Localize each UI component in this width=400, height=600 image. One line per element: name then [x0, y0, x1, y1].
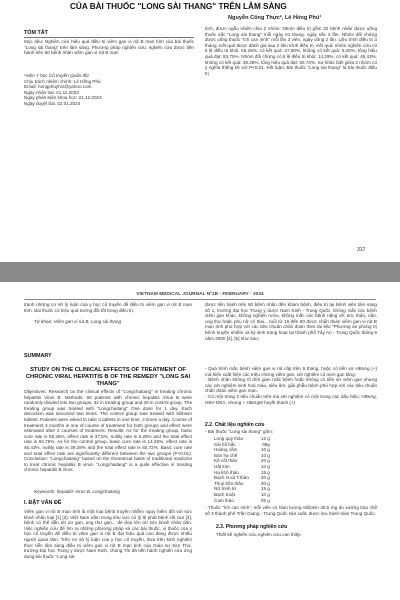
divider [24, 37, 194, 38]
section-2-2-heading: 2.2. Chất liệu nghiên cứu [205, 422, 265, 428]
ingredient-name: Bạch H.xà T.thảo [214, 475, 249, 481]
page-2 [0, 282, 400, 600]
ingredient-qty: 10 g [260, 452, 270, 458]
ingredient-qty: 20 g [260, 458, 270, 464]
ingredient-qty: 15 g [260, 469, 270, 475]
ingredient-name: Kê cốt thảo [214, 458, 238, 464]
ingredient-name: Bán hạ chế [214, 452, 238, 458]
affiliation [24, 73, 194, 107]
section-1-heading: I. ĐẶT VẤN ĐỀ [24, 500, 62, 506]
affil-line: Ngày nhận bài: 21.11.2023 [24, 89, 79, 95]
journal-header: VIETNAM MEDICAL JOURNAL Nº1B - FEBRUARY - 2024 [136, 292, 264, 297]
inclusion-criteria: - Quá trình mắc bệnh viêm gan vi rút cấp trên 6 tháng, hoặc có tiền sử HBsAg (+) mà hiện xuất hiện các triệu chứng viêm gan, xét nghiệm có men gan tăng. - Bệnh nhân không rõ thời gian mắc bệnh hoặc không có tiền sử viêm gan nhưng các xét nghiệm sinh hoá máu, siêu âm, giải phẫu bệnh phù hợp với các tiêu chuẩn chẩn đoán viêm gan mạn. - Có một trong 2 tiêu chuẩn trên mà xét nghiệm có một trong các dấu hiệu: HBsAg, HBV-DNA, nhưng + HBcIgM huyết thanh (+) [205, 366, 377, 405]
remedy-intro: - Bài thuốc "Long sài thang" gồm: [205, 429, 274, 434]
affil-institute: ¹Viện Y học Cổ truyền Quân đội [24, 73, 89, 78]
ingredient-qty: 15 g [260, 486, 270, 492]
english-abstract: Objectives: Research on the clinical effects of "Longchaitang" in treating chronic hepatitis Virus B. Methods: 60 patients with chronic hepatitis Virus B were randomly divided into two groups, 32 in treating group and 28 in control group. The treating group was treated with "Longchaitang" One dose for 1 day. Each decoction was decocted two times. The control group was treated with Silibinin tablets. Patients were asked to take 3 tablets in one time, 2 times a day. Course of treatment 3 months is one of course of treatment for both groups and effect were estimated after 2 courses of treatment. Results: As for the treating group, basic cure rate is 56.25%, effect rate is 37.5%, nullity rate is 6.25% and the total effect rate is 93.75%. As for the control group, basic cure rate is 14.29%, effect rate is 46.43%, nullity rate is 39.28% and the total effect rate is 60.72%. Basic cure rate and total effect rate are significantly different between the two groups (P<0.01). Conclusion: "Longchaitang" based on the theoretical basis of traditional medicine to treat chronic hepatitis B virus. "Longchaitang" is a quite effective in treating chronic hepatitis B virus. [24, 389, 192, 473]
summary-vn-text: Mục tiêu: Nghiên cứu hiệu quả điều trị viêm gan vi rút B mạn tính của bài thuốc "Long sài thang" trên lâm sàng. Phương pháp nghiên cứu: nghiên cứu được tiến hành trên 60 bệnh nhân viêm gan vi rút B mạn [24, 39, 194, 56]
summary-heading-vn: TÓM TẮT [24, 30, 48, 36]
affil-line: Email: hongphuyhct@yahoo.com [24, 84, 92, 90]
page-number: 317 [357, 247, 366, 253]
affil-line: Ngày duyệt bài: 22.01.2024 [24, 100, 81, 106]
ingredient-qty: 10 g [260, 463, 270, 469]
page-gap [0, 262, 400, 282]
cut-line: Thiết kế nghiên cứu nghiên cứu can thiệp [216, 532, 301, 537]
ingredient-row [214, 475, 274, 481]
left-top-text: tránh những cơ sở lý luận của y học cổ truyền để điều trị viêm gan vi rút B mạn tính. Bài thuốc có hiệu quả tương đối tốt trong điều trị. [24, 302, 192, 313]
ingredient-name: Sài hồ bắc [214, 441, 236, 447]
ingredient-name: Hạ khô thảo [214, 469, 239, 475]
section-2-3-heading: 2.3. Phương pháp nghiên cứu [216, 524, 288, 530]
ingredient-name: Uất kim [214, 463, 230, 469]
ingredient-name: Thuỷ bồn thảo [214, 480, 244, 486]
ingredients-table [214, 436, 274, 503]
keywords-vn: Từ khoá: Viêm gan vi rút B, Long sài thang [34, 319, 122, 324]
ingredient-name: Long quỳ thảo [214, 436, 244, 441]
keywords-en: Keywords: hepatitis Virus B, Longchaitang [34, 489, 120, 494]
summary-heading: SUMMARY [24, 353, 52, 359]
page-1 [0, 0, 400, 262]
article-title: CỦA BÀI THUỐC "LONG SÀI THANG" TRÊN LÂM SÀNG [70, 2, 287, 11]
ingredient-qty: 08g [262, 441, 270, 447]
ingredient-name: Cam thảo [214, 497, 234, 503]
ingredient-qty: 30 g [260, 475, 270, 481]
ingredient-name: Hoàng cầm [214, 447, 238, 453]
ingredient-name: Bạch truật [214, 491, 235, 497]
ingredient-row [214, 498, 274, 504]
icanninh-text: - Thuốc "Ích can ninh", mỗi viên có hàm lượng Silibinin 38,5 mg do xưởng bào chế số 3 thành phố Trấn Giang - Trung Quốc sản xuất, được lưu hành toàn Trung Quốc. [205, 505, 377, 516]
english-title: STUDY ON THE CLINICAL EFFECTS OF TREATMENT OF CHRONIC VIRAL HEPATITIS B OF THE REMEDY "LONG SAI THANG" [25, 367, 191, 388]
ingredient-qty: 10 g [260, 447, 270, 453]
ingredient-qty: 10 g [260, 491, 270, 497]
ingredient-qty: 05 g [260, 497, 270, 503]
ingredient-qty: 12 g [260, 436, 270, 441]
affil-line: Ngày phản biện khoa học: 21.12.2023 [24, 95, 102, 101]
ingredient-qty: 30 g [260, 480, 270, 486]
right-top-text: được tiến hành trên 60 bệnh nhân đến khám bệnh, điều trị tại bệnh viện tâm sáng số 1, trường đại học Trung y dược Nam Kinh - Trung Quốc, không mắc các bệnh viêm gan khác, không nghiện rượu, không mắc các bệnh nặng về: tim, thận, não, ung thư hoặc phụ nữ có thai... tuổi từ 16 đến 60 được chẩn đoán viêm gan vi rút B mạn tính phù hợp với các tiêu chuẩn chẩn đoán theo tài liệu "Phương án phòng trị bệnh truyền nhiễm và ký sinh trùng hoạt tại thành phố Tây An - Trung Quốc tháng 9 năm 2000 [4], [5] như sau: [205, 302, 377, 341]
section-1-text: Viêm gan vi rút B mạn tính là một loại bệnh truyền nhiễm nguy hiểm đối với sức khoẻ nhân loại [1] [2]. Việt Nam nằm trong khu vực có tỷ lệ phát bệnh rất cao [3], bệnh có thể dẫn tới xơ gan, ung thư gan... đe doạ lớn tới sức khoẻ nhân dân. Việc nghiên cứu để tìm ra những phương pháp và các bài thuốc, vị thuốc của y học cổ truyền để điều trị viêm gan vi rút B đạt hiệu quả cao đang được nhiều người quan tâm. Trên cơ sở lý luận của y học cổ truyền, đưa trên kinh nghiệm thực tiễn lâm sàng điều trị viêm gan vi rút B mạn tính của Giáo sư Kim Thư, trường Đại học Trung y dược Nam Kinh, chúng Tôi đã tiến hành nghiên cứu ứng dụng bài thuốc "Long sài [24, 509, 192, 559]
affil-line: Chịu trách nhiệm chính: Lê Hồng Phú [24, 78, 101, 84]
ingredient-name: Nữ trinh tử [214, 486, 237, 492]
header-rule [24, 299, 376, 300]
summary-vn-right: tính, được ngẫu nhiên chia 2 nhóm: Nhóm điều trị gồm 32 bệnh nhân được uống thuốc sắc "Long sài thang" mỗi ngày 01 thang, ngày sắc 2 lần. Nhóm đối chứng được uống thuốc "Ích can ninh" mỗi lần 3 viên, ngày uống 2 lần. Liệu trình điều trị 3 tháng. Kết quả được đánh giá sau 2 liệu trình điều trị. Kết quả: nhóm nghiên cứu có tỉ lệ điều trị khỏi: 56,25%, có kết quả: 37,50%, không có kết quả: 6,25%, tổng hiệu quả đạt: 93,75%. Nhóm đối chứng có tỉ lệ điều trị khỏi: 14,29%, có kết quả: 46,43%, không có kết quả: 39,28%, tổng hiệu quả đạt: 60,72%. Sự khác biệt giữa 2 nhóm có ý nghĩa thống kê với P<0,01. Kết luận: Bài thuốc "Long sài thang" là bài thuốc điều trị [205, 26, 377, 76]
authors: Nguyễn Công Thực², Lê Hồng Phú¹ [228, 15, 322, 21]
